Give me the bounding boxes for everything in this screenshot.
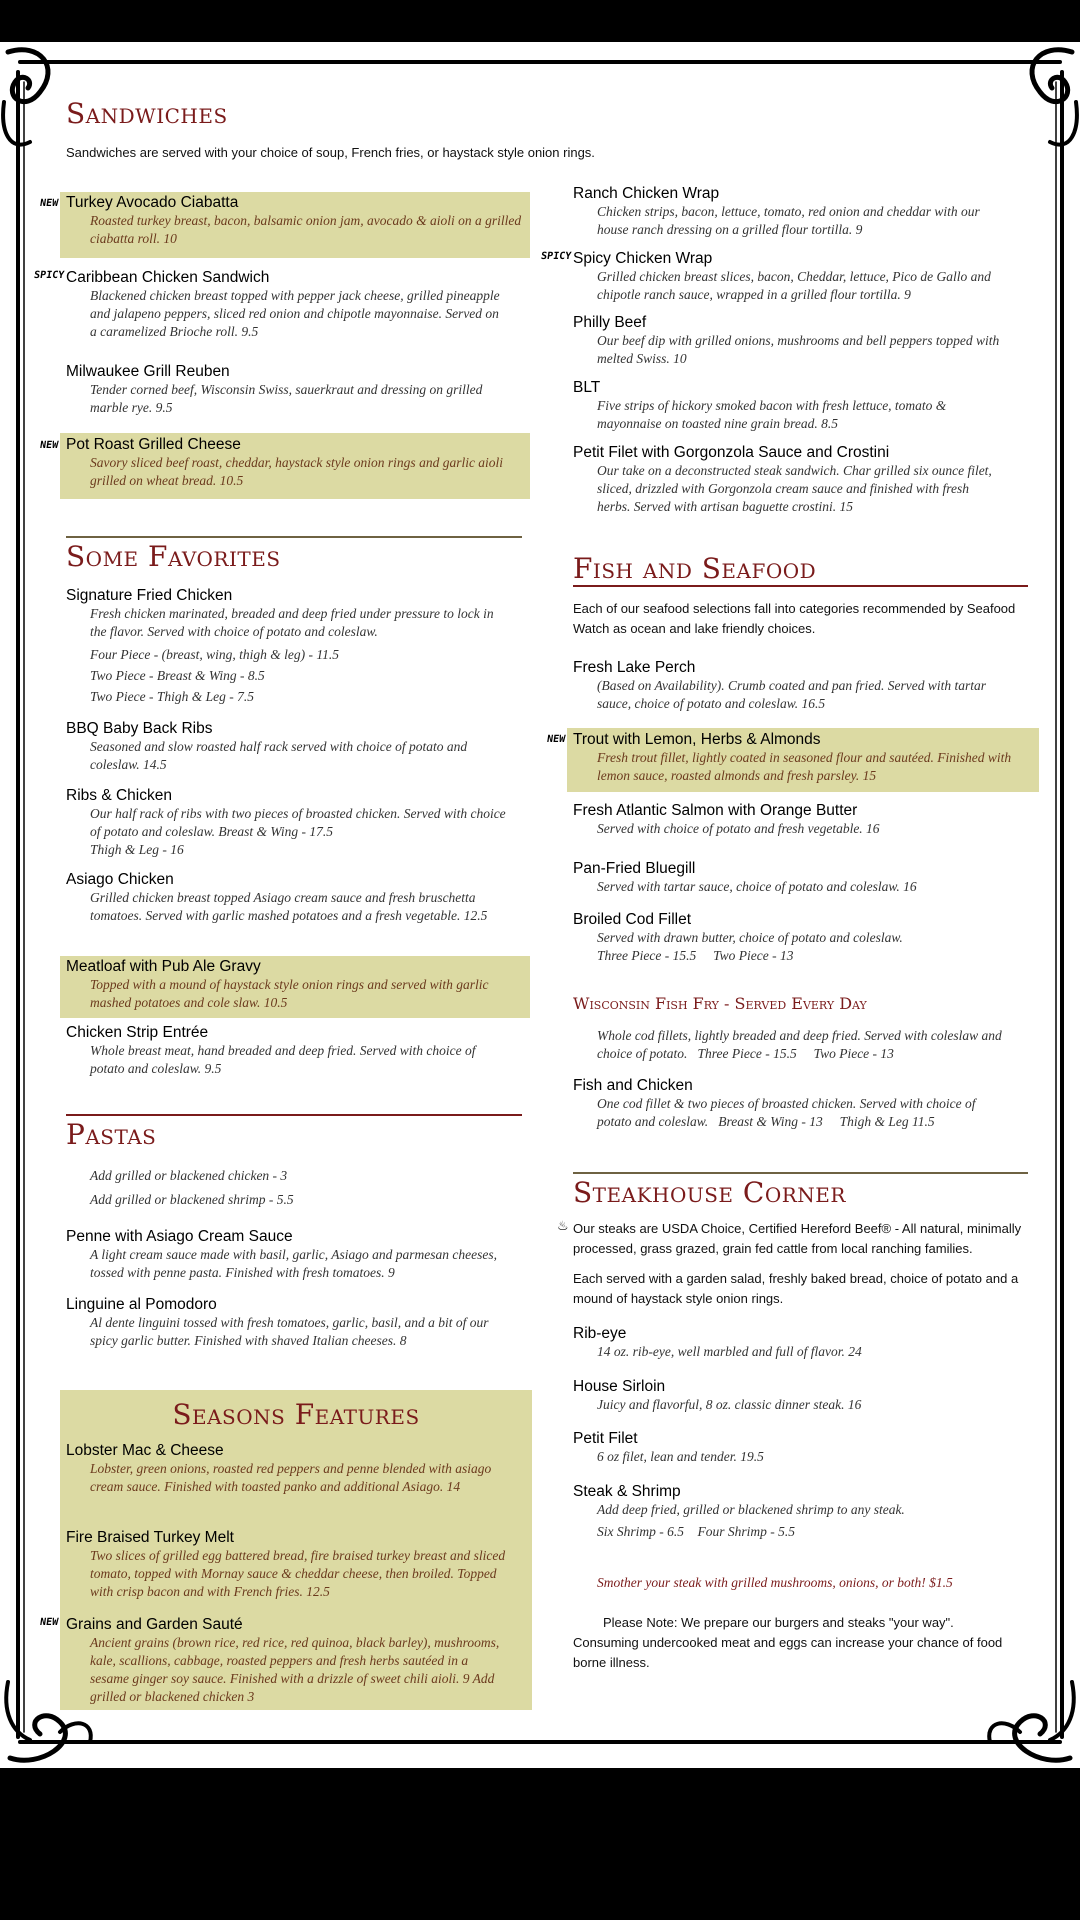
section-divider [573,585,1028,587]
steak-note: Each served with a garden salad, freshly baked bread, choice of potato and a mound of haystack style onion rings. [573,1271,1019,1306]
menu-item [573,185,1003,239]
item-name: Caribbean Chicken Sandwich [66,269,270,286]
item-description: Served with choice of potato and fresh vegetable. 16 [597,821,880,836]
item-name: BBQ Baby Back Ribs [66,720,213,737]
new-tag: NEW [39,198,59,209]
item-name: Fire Braised Turkey Melt [66,1529,234,1546]
item-name: Spicy Chicken Wrap [573,250,713,267]
item-description: Tender corned beef, Wisconsin Swiss, sauerkraut and dressing on grilled marble rye. 9.5 [90,382,483,415]
item-name: Grains and Garden Sauté [66,1616,243,1633]
item-description: Add deep fried, grilled or blackened shrimp to any steak. [597,1502,905,1517]
menu-item [573,1378,1003,1414]
menu-item [66,1442,506,1496]
new-tag: NEW [39,1617,59,1628]
item-name: Steak & Shrimp [573,1483,681,1500]
item-description: Two slices of grilled egg battered bread, fire braised turkey breast and sliced tomato, topped with Mornay sauce & cheddar cheese, then broiled. Topped with crisp bacon and with French fries. 12.5 [90,1548,506,1599]
seasons-heading: Seasons Features [172,1398,420,1431]
beef-icon: ♨ [557,1218,569,1233]
item-name: Chicken Strip Entrée [66,1024,209,1041]
item-description: Our beef dip with grilled onions, mushrooms and bell peppers topped with melted Swiss. 10 [597,333,1000,366]
menu-item [573,250,1003,304]
item-description: A light cream sauce made with basil, garlic, Asiago and parmesan cheeses, tossed with penne pasta. Finished with fresh tomatoes. 9 [90,1247,497,1280]
menu-item [573,314,1003,368]
menu-item [66,958,506,1012]
item-name: Asiago Chicken [66,871,174,888]
menu-item [66,1616,506,1706]
item-name: Trout with Lemon, Herbs & Almonds [573,731,821,748]
smother-note: Smother your steak with grilled mushrooms, onions, or both! $1.5 [597,1575,953,1590]
item-name: Pan-Fried Bluegill [573,860,696,877]
sandwiches-heading: Sandwiches [66,97,228,130]
sandwiches-note: Sandwiches are served with your choice of soup, French fries, or haystack style onion rings. [66,145,595,160]
section-divider [66,536,522,538]
pastas-heading: Pastas [66,1118,157,1151]
menu-item [66,1529,506,1601]
favorites-heading: Some Favorites [66,540,281,573]
item-description: One cod fillet & two pieces of broasted chicken. Served with choice of potato and coleslaw. Breast & Wing - 13 Thigh & Leg 11.5 [597,1096,979,1129]
item-description: Grilled chicken breast slices, bacon, Cheddar, lettuce, Pico de Gallo and chipotle ranch sauce, wrapped in a grilled flour tortilla. 9 [597,269,991,302]
new-tag: NEW [39,440,59,451]
menu-item [573,659,1003,713]
menu-item [66,194,532,248]
item-name: Milwaukee Grill Reuben [66,363,230,380]
item-description: Whole cod fillets, lightly breaded and deep fried. Served with coleslaw and choice of potato. Three Piece - 15.5 Two Piece - 13 [597,1028,1006,1061]
menu-item [66,363,506,417]
item-description: 6 oz filet, lean and tender. 19.5 [597,1449,764,1464]
menu-item [573,1325,1003,1361]
item-name: Rib-eye [573,1325,627,1342]
menu-item [66,1228,506,1282]
section-divider [573,1172,1028,1174]
item-description: 14 oz. rib-eye, well marbled and full of flavor. 24 [597,1344,862,1359]
item-description: Chicken strips, bacon, lettuce, tomato, red onion and cheddar with our house ranch dressing on a grilled flour tortilla. 9 [597,204,980,237]
menu-item [573,911,1023,965]
item-name: Lobster Mac & Cheese [66,1442,224,1459]
item-name: Signature Fried Chicken [66,587,233,604]
menu-item [66,1296,506,1350]
pasta-addons [66,1167,506,1209]
item-description: Served with drawn butter, choice of potato and coleslaw. [597,930,903,945]
section-divider [66,1114,522,1116]
menu-item [573,731,1023,785]
fish-heading: Fish and Seafood [573,552,817,585]
menu-item [66,436,506,490]
menu-item [66,720,506,774]
item-name: BLT [573,379,601,396]
fish-fry-heading: Wisconsin Fish Fry - Served Every Day [573,994,867,1013]
item-name: Meatloaf with Pub Ale Gravy [66,958,261,975]
item-name: Linguine al Pomodoro [66,1296,217,1313]
item-name: Penne with Asiago Cream Sauce [66,1228,293,1245]
item-name: Fresh Atlantic Salmon with Orange Butter [573,802,858,819]
item-description: Our take on a deconstructed steak sandwich. Char grilled six ounce filet, sliced, drizzled with Gorgonzola cream sauce and finished with fresh herbs. Served with artisan baguette crostini. 15 [597,463,992,514]
item-description: Savory sliced beef roast, cheddar, haystack style onion rings and garlic aioli grilled on wheat bread. 10.5 [90,455,504,488]
item-description: Al dente linguini tossed with fresh tomatoes, garlic, basil, and a bit of our spicy garlic butter. Finished with shaved Italian cheeses. 8 [90,1315,489,1348]
addon-text: Add grilled or blackened chicken - 3 [90,1168,288,1183]
menu-item [66,787,506,859]
menu-item [573,802,1023,838]
item-name: Petit Filet [573,1430,638,1447]
spicy-tag: SPICY [540,251,572,262]
menu-item [66,269,506,341]
item-description: Served with tartar sauce, choice of potato and coleslaw. 16 [597,879,917,894]
item-option: Four Piece - (breast, wing, thigh & leg) - 11.5 [90,647,339,662]
item-description: Our half rack of ribs with two pieces of broasted chicken. Served with choice of potato and coleslaw. Breast & Wing - 17.5 [90,806,506,839]
item-description: Thigh & Leg - 16 [90,842,184,857]
item-name: Philly Beef [573,314,647,331]
item-description: Fresh chicken marinated, breaded and deep fried under pressure to lock in the flavor. Served with choice of potato and coleslaw. [90,606,494,639]
menu-item [66,1024,506,1078]
item-name: House Sirloin [573,1378,666,1395]
item-name: Fish and Chicken [573,1077,693,1094]
item-description: Grilled chicken breast topped Asiago cream sauce and fresh bruschetta tomatoes. Served with garlic mashed potatoes and a fresh vegetable. 12.5 [90,890,488,923]
item-description: (Based on Availability). Crumb coated and pan fried. Served with tartar sauce, choice of potato and coleslaw. 16.5 [597,678,986,711]
item-option: Two Piece - Thigh & Leg - 7.5 [90,689,254,704]
fish-note: Each of our seafood selections fall into categories recommended by Seafood Watch as ocean and lake friendly choices. [573,601,1016,636]
menu-item [573,444,1003,516]
item-description: Blackened chicken breast topped with pepper jack cheese, grilled pineapple and jalapeno peppers, sliced red onion and chipotle mayonnaise. Served on a caramelized Brioche roll. 9.5 [90,288,500,339]
item-description: Whole breast meat, hand breaded and deep fried. Served with choice of potato and coleslaw. 9.5 [90,1043,476,1076]
menu-item [573,860,1023,896]
item-description: Three Piece - 15.5 Two Piece - 13 [597,948,794,963]
steak-note: Our steaks are USDA Choice, Certified Hereford Beef® - All natural, minimally processed, grass grazed, grain fed cattle from local ranching families. [573,1221,1022,1256]
menu-item [66,871,506,925]
item-option: Two Piece - Breast & Wing - 8.5 [90,668,265,683]
menu-item [66,587,506,706]
menu-item [573,1483,1003,1541]
menu-item [573,379,1003,433]
menu-page [0,42,1080,1768]
item-name: Pot Roast Grilled Cheese [66,436,241,453]
new-tag: NEW [546,734,566,745]
item-description: Roasted turkey breast, bacon, balsamic onion jam, avocado & aioli on a grilled ciabatta roll. 10 [90,213,522,246]
item-description: Ancient grains (brown rice, red rice, red quinoa, black barley), mushrooms, kale, scallions, cabbage, roasted peppers and fresh herbs sautéed in a sesame ginger soy sauce. Finished with a drizzle of sweet chili aioli. 9 Add grilled or blackened chicken 3 [90,1635,500,1704]
item-name: Turkey Avocado Ciabatta [66,194,239,211]
item-name: Ribs & Chicken [66,787,172,804]
menu-item [573,1430,1003,1466]
item-description: Topped with a mound of haystack style onion rings and served with garlic mashed potatoes and cole slaw. 10.5 [90,977,489,1010]
menu-item [573,1077,1013,1131]
please-note: Please Note: We prepare our burgers and steaks "your way". Consuming undercooked meat and eggs can increase your chance of food borne illness. [573,1615,1003,1670]
steak-heading: Steakhouse Corner [573,1176,846,1209]
addon-text: Add grilled or blackened shrimp - 5.5 [90,1192,294,1207]
item-name: Broiled Cod Fillet [573,911,692,928]
spicy-tag: SPICY [33,270,65,281]
item-description: Five strips of hickory smoked bacon with fresh lettuce, tomato & mayonnaise on toasted nine grain bread. 8.5 [597,398,947,431]
item-name: Petit Filet with Gorgonzola Sauce and Crostini [573,444,890,461]
menu-item [573,1027,1013,1063]
item-description: Seasoned and slow roasted half rack served with choice of potato and coleslaw. 14.5 [90,739,468,772]
item-description: Six Shrimp - 6.5 Four Shrimp - 5.5 [597,1524,795,1539]
item-description: Juicy and flavorful, 8 oz. classic dinner steak. 16 [597,1397,862,1412]
item-name: Fresh Lake Perch [573,659,696,676]
item-description: Fresh trout fillet, lightly coated in seasoned flour and sautéed. Finished with lemon sauce, roasted almonds and fresh parsley. 15 [597,750,1012,783]
item-name: Ranch Chicken Wrap [573,185,720,202]
item-description: Lobster, green onions, roasted red peppers and penne blended with asiago cream sauce. Finished with toasted panko and additional Asiago. 14 [90,1461,492,1494]
